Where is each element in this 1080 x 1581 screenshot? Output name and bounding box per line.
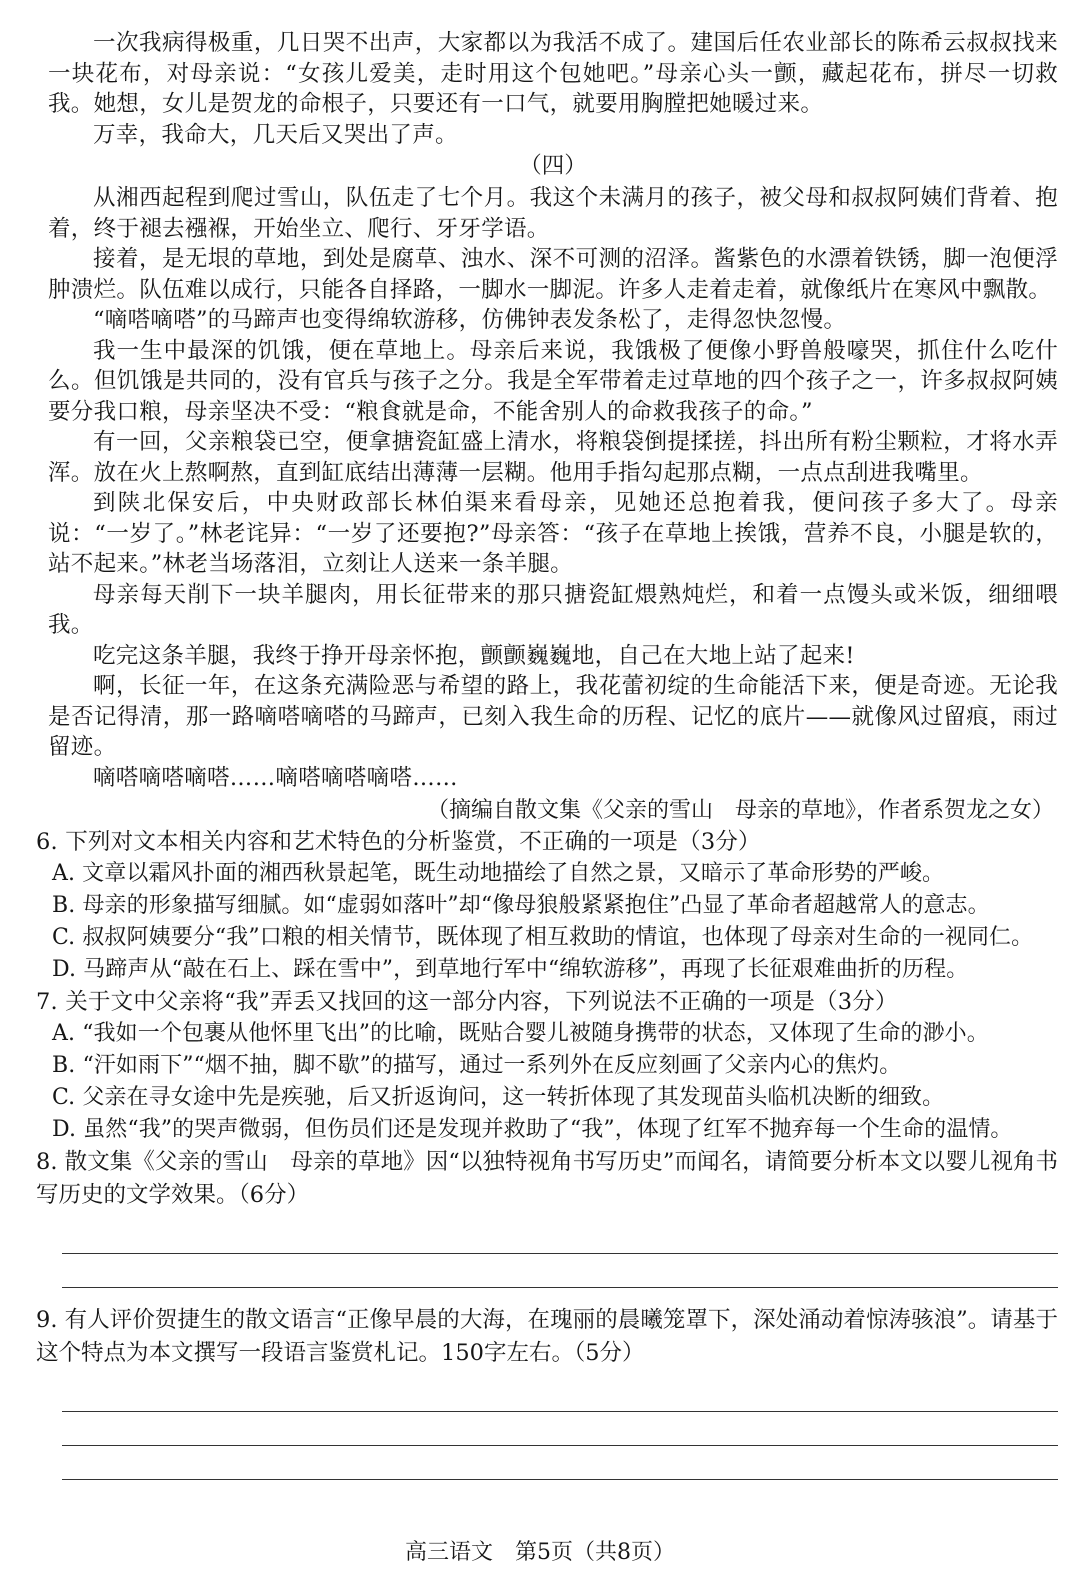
paragraph: 我一生中最深的饥饿，便在草地上。母亲后来说，我饿极了便像小野兽般嚎哭，抓住什么吃什么。但饥饿是共同的，没有官兵与孩子之分。我是全军带着走过草地的四个孩子之一，许多叔叔阿姨要分我口粮，母亲坚决不受：“粮食就是命，不能舍别人的命救我孩子的命。” <box>48 337 1058 425</box>
question-7 <box>36 986 1058 1146</box>
paragraph: 吃完这条羊腿，我终于挣开母亲怀抱，颤颤巍巍地，自己在大地上站了起来! <box>93 642 855 669</box>
question-stem: 8. 散文集《父亲的雪山 母亲的草地》因“以独特视角书写历史”而闻名，请简要分析本文以婴儿视角书写历史的文学效果。（6分） <box>36 1149 1058 1208</box>
answer-line[interactable] <box>62 1254 1058 1288</box>
paragraph: 啊，长征一年，在这条充满险恶与希望的路上，我花蕾初绽的生命能活下来，便是奇迹。无论我是否记得清，那一路嘀嗒嘀嗒的马蹄声，已刻入我生命的历程、记忆的底片——就像风过留痕，雨过留迹。 <box>48 673 1058 760</box>
passage-top <box>48 28 1058 150</box>
paragraph: 嘀嗒嘀嗒嘀嗒……嘀嗒嘀嗒嘀嗒…… <box>93 764 458 791</box>
section-heading: （四） <box>519 153 587 179</box>
option-d[interactable]: D. 虽然“我”的哭声微弱，但伤员们还是发现并救助了“我”，体现了红军不抛弃每一个生命的温情。 <box>52 1117 1013 1142</box>
answer-line[interactable] <box>62 1378 1058 1412</box>
option-b[interactable]: B. 母亲的形象描写细腻。如“虚弱如落叶”却“像母狼般紧紧抱住”凸显了革命者超越常人的意志。 <box>52 893 990 918</box>
paragraph: 母亲每天削下一块羊腿肉，用长征带来的那只搪瓷缸煨熟炖烂，和着一点馒头或米饭，细细喂我。 <box>48 581 1058 638</box>
page-footer: 高三语文 第5页（共8页） <box>405 1540 675 1565</box>
answer-lines[interactable] <box>62 1220 1058 1288</box>
question-stem: 6. 下列对文本相关内容和艺术特色的分析鉴赏，不正确的一项是（3分） <box>36 829 761 855</box>
answer-line[interactable] <box>62 1446 1058 1480</box>
question-stem: 7. 关于文中父亲将“我”弄丢又找回的这一部分内容，下列说法不正确的一项是（3分） <box>36 989 898 1015</box>
option-c[interactable]: C. 父亲在寻女途中先是疾驰，后又折返询问，这一转折体现了其发现苗头临机决断的细致。 <box>52 1085 945 1110</box>
question-8 <box>36 1146 1058 1288</box>
answer-line[interactable] <box>62 1220 1058 1254</box>
source-note: （摘编自散文集《父亲的雪山 母亲的草地》，作者系贺龙之女） <box>426 798 1054 823</box>
paragraph: 万幸，我命大，几天后又哭出了声。 <box>93 121 458 148</box>
paragraph: 从湘西起程到爬过雪山，队伍走了七个月。我这个未满月的孩子，被父母和叔叔阿姨们背着、抱着，终于褪去襁褓，开始坐立、爬行、牙牙学语。 <box>48 185 1058 242</box>
paragraph: 一次我病得极重，几日哭不出声，大家都以为我活不成了。建国后任农业部长的陈希云叔叔找来一块花布，对母亲说：“女孩儿爱美，走时用这个包她吧。”母亲心头一颤，藏起花布，拼尽一切救我。她想，女儿是贺龙的命根子，只要还有一口气，就要用胸膛把她暖过来。 <box>48 30 1058 117</box>
option-a[interactable]: A. “我如一个包裹从他怀里飞出”的比喻，既贴合婴儿被随身携带的状态，又体现了生命的渺小。 <box>52 1021 989 1046</box>
option-d[interactable]: D. 马蹄声从“敲在石上、踩在雪中”，到草地行军中“绵软游移”，再现了长征艰难曲折的历程。 <box>52 957 969 982</box>
option-a[interactable]: A. 文章以霜风扑面的湘西秋景起笔，既生动地描绘了自然之景，又暗示了革命形势的严峻。 <box>52 861 945 886</box>
option-c[interactable]: C. 叔叔阿姨要分“我”口粮的相关情节，既体现了相互救助的情谊，也体现了母亲对生命的一视同仁。 <box>52 925 1034 950</box>
question-6 <box>36 826 1058 986</box>
answer-lines[interactable] <box>62 1378 1058 1480</box>
passage-section-4 <box>48 183 1058 793</box>
question-stem: 9. 有人评价贺捷生的散文语言“正像早晨的大海，在瑰丽的晨曦笼罩下，深处涌动着惊涛骇浪”。请基于这个特点为本文撰写一段语言鉴赏札记。150字左右。（5分） <box>36 1307 1058 1366</box>
paragraph: 接着，是无垠的草地，到处是腐草、浊水、深不可测的沼泽。酱紫色的水漂着铁锈，脚一泡便浮肿溃烂。队伍难以成行，只能各自择路，一脚水一脚泥。许多人走着走着，就像纸片在寒风中飘散。 <box>48 246 1058 303</box>
question-9 <box>36 1304 1058 1480</box>
answer-line[interactable] <box>62 1412 1058 1446</box>
paragraph: 到陕北保安后，中央财政部长林伯渠来看母亲，见她还总抱着我，便问孩子多大了。母亲说：“一岁了。”林老诧异：“一岁了还要抱?”母亲答：“孩子在草地上挨饿，营养不良，小腿是软的，站不起来。”林老当场落泪，立刻让人送来一条羊腿。 <box>48 490 1058 577</box>
option-b[interactable]: B. “汗如雨下”“烟不抽，脚不歇”的描写，通过一系列外在反应刻画了父亲内心的焦灼。 <box>52 1053 902 1078</box>
paragraph: “嘀嗒嘀嗒”的马蹄声也变得绵软游移，仿佛钟表发条松了，走得忽快忽慢。 <box>93 307 847 333</box>
paragraph: 有一回，父亲粮袋已空，便拿搪瓷缸盛上清水，将粮袋倒提揉搓，抖出所有粉尘颗粒，才将水弄浑。放在火上熬啊熬，直到缸底结出薄薄一层糊。他用手指勾起那点糊，一点点刮进我嘴里。 <box>48 429 1058 486</box>
